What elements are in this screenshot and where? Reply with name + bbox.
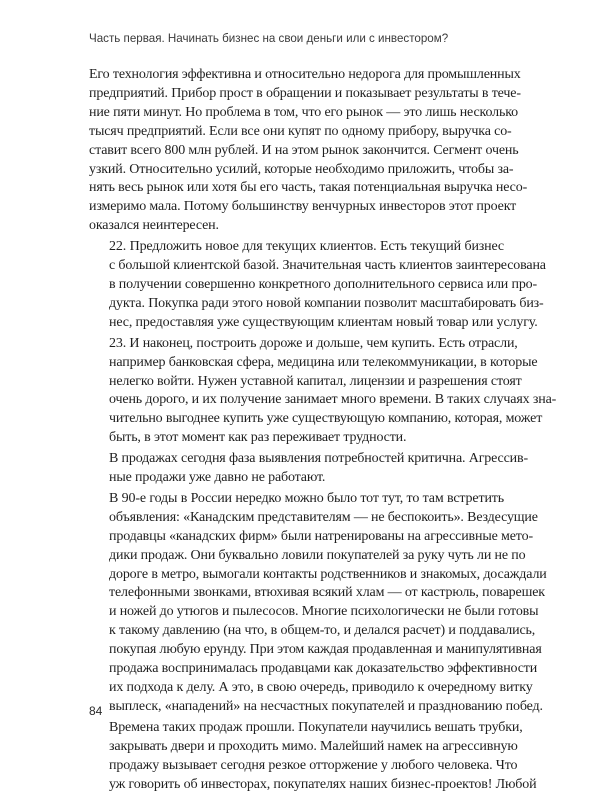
text-line: ные продажи уже давно не работают.: [109, 470, 326, 486]
text-line: продажу вызывает сегодня резкое отторжение у любого человека. Что: [109, 757, 518, 773]
text-line: закрывать двери и проходить мимо. Малейший намек на агрессивную: [109, 738, 518, 754]
text-line: выплеск, «нападений» на несчастных покупателей и празднованию побед.: [109, 698, 543, 714]
text-line: 22. Предложить новое для текущих клиентов. Есть текущий бизнес: [109, 239, 504, 255]
text-line: ставит всего 800 млн рублей. И на этом рынок закончится. Сегмент очень: [89, 142, 519, 158]
text-line: дики продаж. Они буквально ловили покупателей за руку чуть ли не по: [109, 547, 526, 563]
text-line: объявления: «Канадским представителям — не беспокоить». Вездесущие: [109, 509, 538, 525]
text-line: ние пяти минут. Но проблема в том, что его рынок — это лишь несколько: [89, 104, 518, 120]
text-line: В продажах сегодня фаза выявления потребностей критична. Агрессив-: [109, 451, 529, 467]
text-line: нелегко войти. Нужен уставной капитал, лицензии и разрешения стоят: [109, 373, 522, 389]
text-line: например банковская сфера, медицина или телекоммуникации, в которые: [109, 354, 538, 370]
text-line: Его технология эффективна и относительно недорога для промышленных: [89, 67, 521, 82]
paragraph: [89, 450, 529, 488]
text-line: покупая любую ерунду. При этом каждая продавленная и манипулятивная: [109, 642, 542, 658]
text-line: уж говорить об инвесторах, покупателях наших бизнес-проектов! Любой: [109, 776, 537, 792]
body-text: [89, 66, 557, 794]
text-line: оказался неинтересен.: [89, 218, 219, 234]
text-line: дороге в метро, вымогали контакты родственников и знакомых, досаждали: [109, 566, 547, 582]
text-line: предприятий. Прибор прост в обращении и показывает результаты в тече-: [89, 85, 521, 101]
text-line: и ножей до утюгов и пылесосов. Многие психологически не были готовы: [109, 604, 539, 620]
paragraph: [89, 490, 547, 717]
text-line: их подхода к делу. А это, в свою очередь, приводило к очередному витку: [109, 680, 533, 695]
paragraph: [89, 66, 528, 236]
paragraph: [89, 719, 537, 794]
running-head: Часть первая. Начинать бизнес на свои деньги или с инвестором?: [89, 32, 449, 45]
text-line: узкий. Относительно усилий, которые необходимо приложить, чтобы за-: [89, 161, 514, 177]
paragraph: [89, 238, 546, 333]
text-line: тысяч предприятий. Если все они купят по одному прибору, выручка со-: [89, 123, 512, 139]
paragraph: [89, 335, 557, 448]
text-line: к такому давлению (на что, в общем-то, и делался расчет) и поддавались,: [109, 623, 536, 639]
text-line: дукта. Покупка ради этого новой компании позволит масштабировать биз-: [109, 295, 544, 311]
text-line: Времена таких продаж прошли. Покупатели научились вешать трубки,: [109, 719, 523, 735]
text-line: нес, предоставляя уже существующим клиентам новый товар или услугу.: [109, 314, 538, 330]
text-line: с большой клиентской базой. Значительная часть клиентов заинтересована: [109, 258, 546, 274]
text-line: чительно выгоднее купить уже существующую компанию, которая, может: [109, 411, 543, 427]
text-line: в получении совершенно конкретного дополнительного сервиса или про-: [109, 276, 538, 292]
text-line: продавцы «канадских фирм» были натренированы на агрессивные мето-: [109, 528, 533, 544]
text-line: 23. И наконец, построить дороже и дольше, чем купить. Есть отрасли,: [109, 335, 518, 351]
page-number: 84: [89, 704, 103, 718]
text-line: В 90-е годы в России нередко можно было тот тут, то там встретить: [109, 490, 504, 506]
text-line: быть, в этот момент как раз переживает трудности.: [109, 430, 407, 446]
text-line: продажа воспринималась продавцами как доказательство эффективности: [109, 661, 538, 677]
text-line: нять весь рынок или хотя бы его часть, такая потенциальная выручка несо-: [89, 180, 528, 196]
text-line: телефонными звонками, втюхивая всякий хлам — от кастрюль, поварешек: [109, 585, 545, 601]
text-line: измеримо мала. Потому большинству венчурных инвесторов этот проект: [89, 199, 517, 215]
text-line: очень дорого, и их получение занимает много времени. В таких случаях зна-: [109, 392, 557, 408]
